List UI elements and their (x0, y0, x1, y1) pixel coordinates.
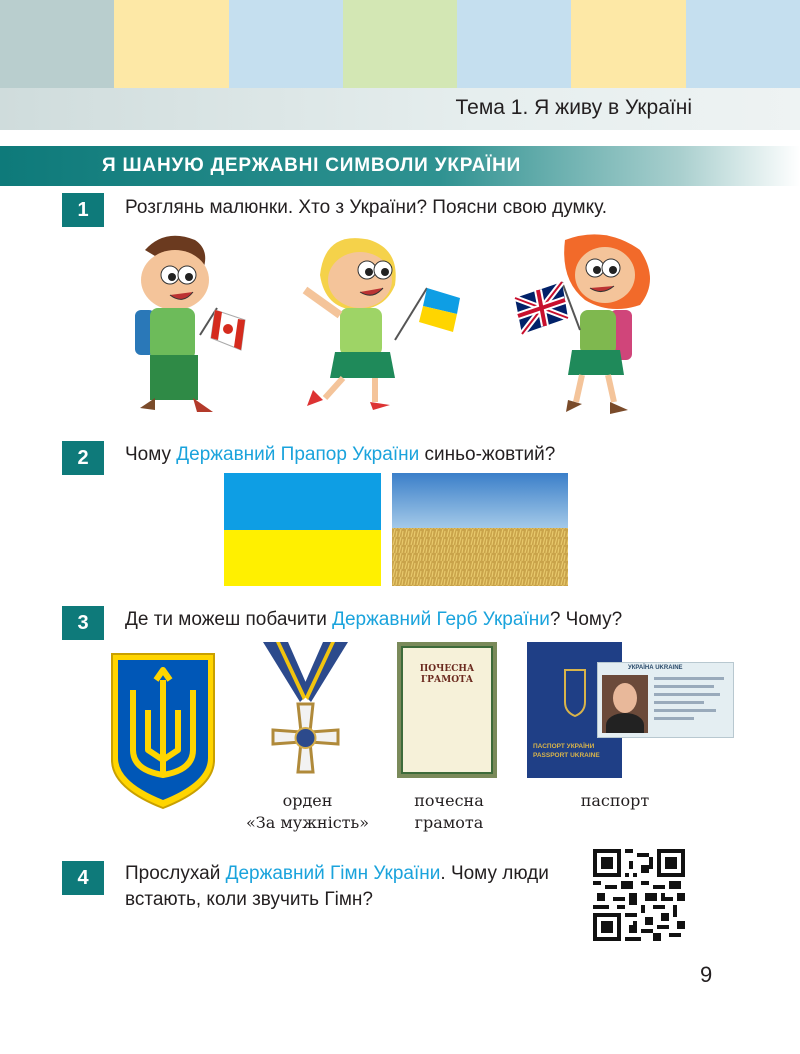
task-2-after: синьо-жовтий? (419, 444, 556, 465)
ukraine-flag-image (224, 473, 381, 586)
stripe (229, 0, 343, 88)
certificate-title-line-1: ПОЧЕСНА (419, 664, 475, 674)
stripe (114, 0, 228, 88)
boy-figure (135, 236, 217, 412)
id-card-image (597, 662, 734, 738)
order-caption-line-2: «За мужність» (245, 813, 370, 832)
cross-icon (273, 704, 338, 772)
task-4-before: Прослухай (125, 863, 226, 884)
task-3-after: ? Чому? (549, 609, 623, 630)
coat-of-arms-image (108, 650, 218, 812)
topic-bar (0, 88, 800, 130)
section-title: Я ШАНУЮ ДЕРЖАВНІ СИМВОЛИ УКРАЇНИ (102, 155, 522, 176)
order-for-courage-image (258, 642, 353, 782)
task-number-2: 2 (62, 441, 104, 475)
order-caption-line-1: орден (282, 791, 333, 810)
stripe (571, 0, 685, 88)
ukraine-flag-icon (419, 288, 460, 332)
certificate-caption-line-2: грамота (414, 813, 484, 832)
task-3-text (125, 607, 622, 633)
certificate-caption-line-1: почесна (414, 791, 484, 810)
task-4-highlight: Державний Гімн України (225, 863, 441, 884)
boy-canada-illustration (125, 230, 250, 415)
task-number-4: 4 (62, 861, 104, 895)
task-number-3: 3 (62, 606, 104, 640)
certificate-title-line-2: ГРАМОТА (420, 675, 474, 685)
stripe (0, 0, 114, 88)
task-1-text: Розглянь малюнки. Хто з України? Поясни свою думку. (125, 197, 608, 218)
girl-ukraine-illustration (295, 230, 465, 420)
passport-cover-text-2: PASSPORT UKRAINE (533, 752, 600, 759)
id-card-header: УКРАЇНА UKRAINE (628, 665, 683, 671)
certificate-caption (397, 790, 501, 834)
wheat-field-image (392, 473, 568, 586)
task-3-highlight: Державний Герб України (332, 609, 550, 630)
honor-certificate-image (397, 642, 497, 778)
task-4-text (125, 861, 575, 913)
qr-code-icon[interactable] (593, 849, 685, 941)
id-card-photo (602, 675, 648, 733)
task-4-after: . Чому люди встають, коли звучить Гімн? (125, 863, 549, 910)
canada-flag-icon (211, 310, 245, 350)
passport-caption: паспорт (580, 791, 650, 810)
task-2-highlight: Державний Прапор України (176, 444, 420, 465)
page-number: 9 (700, 962, 713, 987)
task-number-1: 1 (62, 193, 104, 227)
order-caption (230, 790, 385, 834)
girl-uk-illustration (510, 230, 660, 420)
girl-figure (562, 234, 650, 414)
section-bar (0, 146, 800, 186)
topic-title: Тема 1. Я живу в Україні (455, 96, 692, 119)
stripe (457, 0, 571, 88)
passport-cover-text-1: ПАСПОРТ УКРАЇНИ (533, 743, 595, 750)
header-stripes (0, 0, 800, 88)
uk-flag-icon (515, 282, 568, 334)
stripe (686, 0, 800, 88)
stripe (343, 0, 457, 88)
task-2-before: Чому (125, 444, 177, 465)
task-2-text (125, 442, 555, 468)
girl-figure (305, 238, 427, 410)
task-3-before: Де ти можеш побачити (125, 609, 333, 630)
